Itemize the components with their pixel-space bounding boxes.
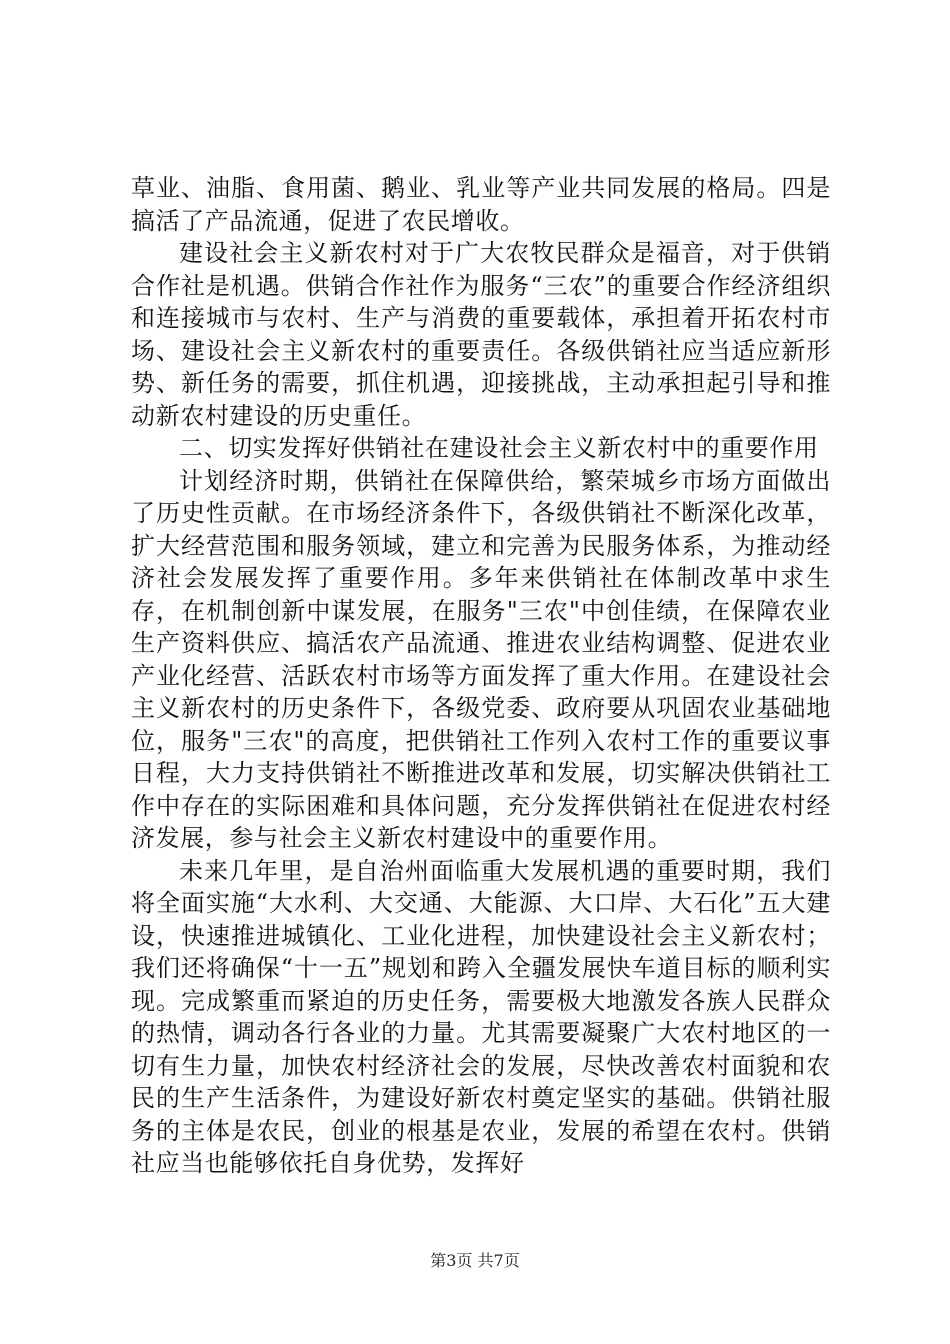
paragraph-opportunity: 建设社会主义新农村对于广大农牧民群众是福音，对于供销合作社是机遇。供销合作社作为服务“三农”的重要合作经济组织和连接城市与农村、生产与消费的重要载体，承担着开拓农村市场、建设社会主义新农村的重要责任。各级供销社应当适应新形势、新任务的需要，抓住机遇，迎接挑战，主动承担起引导和推动新农村建设的历史重任。: [131, 239, 831, 430]
paragraph-planned-economy: 计划经济时期，供销社在保障供给，繁荣城乡市场方面做出了历史性贡献。在市场经济条件下，各级供销社不断深化改革，扩大经营范围和服务领域，建立和完善为民服务体系，为推动经济社会发展发挥了重要作用。多年来供销社在体制改革中求生存，在机制创新中谋发展，在服务"三农"中创佳绩，在保障农业生产资料供应、搞活农产品流通、推进农业结构调整、促进农业产业化经营、活跃农村市场等方面发挥了重大作用。在建设社会主义新农村的历史条件下，各级党委、政府要从巩固农业基础地位，服务"三农"的高度，把供销社工作列入农村工作的重要议事日程，大力支持供销社不断推进改革和发展，切实解决供销社工作中存在的实际困难和具体问题，充分发挥供销社在促进农村经济发展，参与社会主义新农村建设中的重要作用。: [131, 466, 831, 852]
section-heading: 二、切实发挥好供销社在建设社会主义新农村中的重要作用: [179, 434, 819, 462]
document-body: [131, 172, 831, 1180]
page-footer: 第3页 共7页: [430, 1251, 520, 1270]
paragraph-future-years: 未来几年里，是自治州面临重大发展机遇的重要时期，我们将全面实施“大水利、大交通、大能源、大口岸、大石化”五大建设，快速推进城镇化、工业化进程，加快建设社会主义新农村；我们还将确保“十一五”规划和跨入全疆发展快车道目标的顺利实现。完成繁重而紧迫的历史任务，需要极大地激发各族人民群众的热情，调动各行各业的力量。尤其需要凝聚广大农村地区的一切有生力量，加快农村经济社会的发展，尽快改善农村面貌和农民的生产生活条件，为建设好新农村奠定坚实的基础。供销社服务的主体是农民，创业的根基是农业，发展的希望在农村。供销社应当也能够依托自身优势，发挥好: [131, 856, 831, 1177]
paragraph-continuation: 草业、油脂、食用菌、鹅业、乳业等产业共同发展的格局。四是搞活了产品流通，促进了农民增收。: [131, 174, 831, 235]
